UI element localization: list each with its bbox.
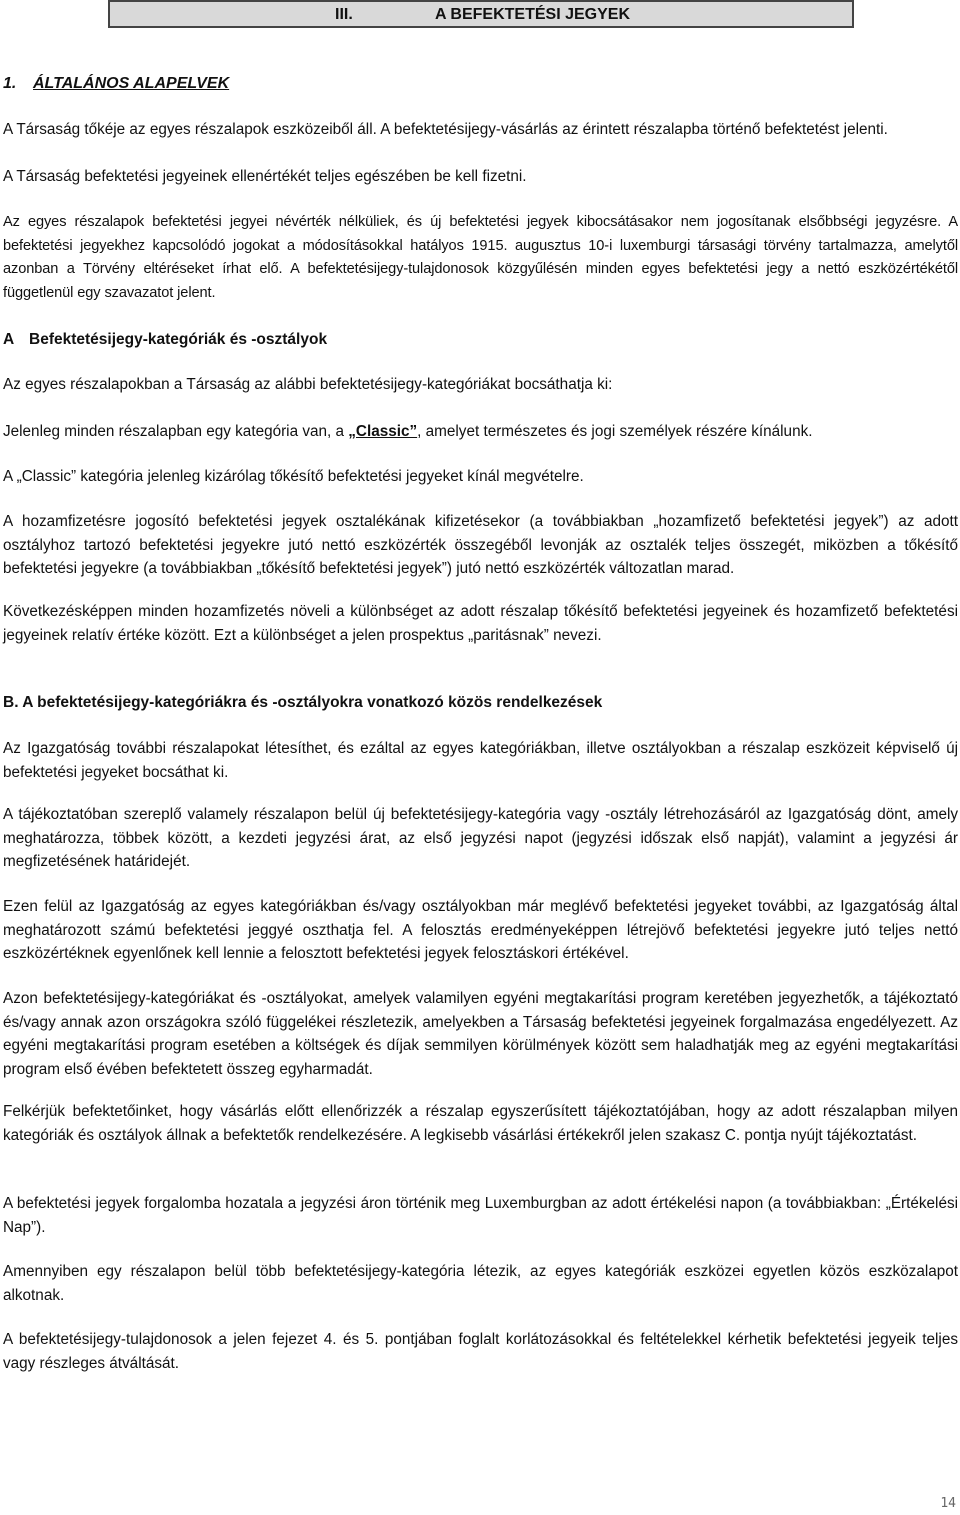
section-1-heading <box>3 72 958 96</box>
paragraph-b1: Az Igazgatóság további részalapokat létesíthet, és ezáltal az egyes kategóriákban, illetve osztályokban a részalap eszközeit képviselő új befektetési jegyeket bocsáthat ki. <box>3 740 958 781</box>
paragraph-a1: Az egyes részalapokban a Társaság az alábbi befektetésijegy-kategóriákat bocsáthatja ki: <box>3 376 613 393</box>
paragraph-b5: Felkérjük befektetőinket, hogy vásárlás előtt ellenőrizzék a részalap egyszerűsített tájékoztatójában, hogy az adott részalapban milyen kategóriák és osztályok állnak a befektetők rendelkezésére. A legkisebb vásárlási értékekről jelen szakasz C. pontja nyújt tájékoztatást. <box>3 1103 958 1144</box>
paragraph-b7: Amennyiben egy részalapon belül több befektetésijegy-kategória létezik, az egyes kategóriák eszközei egyetlen közös eszközalapot alkotnak. <box>3 1263 958 1304</box>
section-b-heading: B. A befektetésijegy-kategóriákra és -osztályokra vonatkozó közös rendelkezések <box>3 694 603 711</box>
paragraph-a4: A hozamfizetésre jogosító befektetési jegyek osztalékának kifizetésekor (a továbbiakban „hozamfizető befektetési jegyek”) az adott osztályhoz tartozó befektetési jegyekre jutó nettó eszközérték összegéből levonják az osztalék teljes összegét, miközben a tőkésítő befektetési jegyekre (a továbbiakban „tőkésítő befektetési jegyek”) jutó nettó eszközérték változatlan marad. <box>3 513 958 577</box>
chapter-header <box>108 0 854 28</box>
page-number: 14 <box>940 1496 956 1511</box>
paragraph-1: A Társaság tőkéje az egyes részalapok eszközeiből áll. A befektetésijegy-vásárlás az érintett részalapba történő befektetést jelenti. <box>3 121 888 138</box>
section-a-title: Befektetésijegy-kategóriák és -osztályok <box>29 331 328 348</box>
paragraph-3: Az egyes részalapok befektetési jegyei névérték nélküliek, és új befektetési jegyek kibocsátásakor nem jogosítanak elsőbbségi jegyzésre. A befektetési jegyekhez kapcsolódó jogokat a módosításokkal hatályos 1915. augusztus 10-i luxemburgi társasági törvény tartalmazza, amelytől azonban a Törvény eltéréseket írhat elő. A befektetésijegy-tulajdonosok közgyűlésén minden egyes befektetési jegy a nettó eszközértékétől függetlenül egy szavazatot jelent. <box>3 214 958 301</box>
chapter-title: A BEFEKTETÉSI JEGYEK <box>435 6 630 23</box>
section-a-letter: A <box>3 331 15 348</box>
classic-emphasis: „Classic” <box>348 423 418 440</box>
paragraph-a2-after: , amelyet természetes és jogi személyek részére kínálunk. <box>417 423 813 440</box>
section-a-heading <box>3 328 958 352</box>
section-1-title: ÁLTALÁNOS ALAPELVEK <box>33 75 230 92</box>
paragraph-b8: A befektetésijegy-tulajdonosok a jelen fejezet 4. és 5. pontjában foglalt korlátozásokkal és feltételekkel kérhetik befektetési jegyeik teljes vagy részleges átváltását. <box>3 1331 958 1372</box>
paragraph-a3: A „Classic” kategória jelenleg kizárólag tőkésítő befektetési jegyeket kínál megvételre. <box>3 468 584 485</box>
chapter-number: III. <box>335 6 353 23</box>
paragraph-b2: A tájékoztatóban szereplő valamely részalapon belül új befektetésijegy-kategória vagy -osztály létrehozásáról az Igazgatóság dönt, amely meghatározza, többek között, a kezdeti jegyzési árat, az első jegyzési napot (jegyzési időszak első napját), valamint a jegyzési ár megfizetésének határidejét. <box>3 806 958 870</box>
paragraph-a2 <box>3 420 958 444</box>
paragraph-a5: Következésképpen minden hozamfizetés növeli a különbséget az adott részalap tőkésítő befektetési jegyeinek és hozamfizető befektetési jegyeinek relatív értéke között. Ezt a különbséget a jelen prospektus „paritásnak” nevezi. <box>3 603 958 644</box>
section-1-number: 1. <box>3 75 17 92</box>
paragraph-a2-before: Jelenleg minden részalapban egy kategória van, a <box>3 423 349 440</box>
paragraph-b3: Ezen felül az Igazgatóság az egyes kategóriákban és/vagy osztályokban már meglévő befektetési jegyeket további, az Igazgatóság által meghatározott számú befektetési jeggyé oszthatja fel. A felosztás eredményeképpen létrejövő befektetési jegyekre jutó teljes nettó eszközértéknek egyenlőnek kell lennie a felosztott befektetési jegyek felosztáskori értékével. <box>3 898 958 962</box>
paragraph-b6: A befektetési jegyek forgalomba hozatala a jegyzési áron történik meg Luxemburgban az adott értékelési napon (a továbbiakban: „Értékelési Nap”). <box>3 1195 958 1236</box>
paragraph-b4: Azon befektetésijegy-kategóriákat és -osztályokat, amelyek valamilyen egyéni megtakarítási program keretében jegyezhetők, a tájékoztató és/vagy annak azon országokra szóló függelékei részletezik, amelyekben a Társaság befektetési jegyeinek forgalmazása engedélyezett. Az egyéni megtakarítási program esetében a költségek és díjak semmilyen körülmények között sem haladhatják meg az egyéni megtakarítási program első évében befektetett összeg egyharmadát. <box>3 990 958 1078</box>
paragraph-2: A Társaság befektetési jegyeinek ellenértékét teljes egészében be kell fizetni. <box>3 168 527 185</box>
